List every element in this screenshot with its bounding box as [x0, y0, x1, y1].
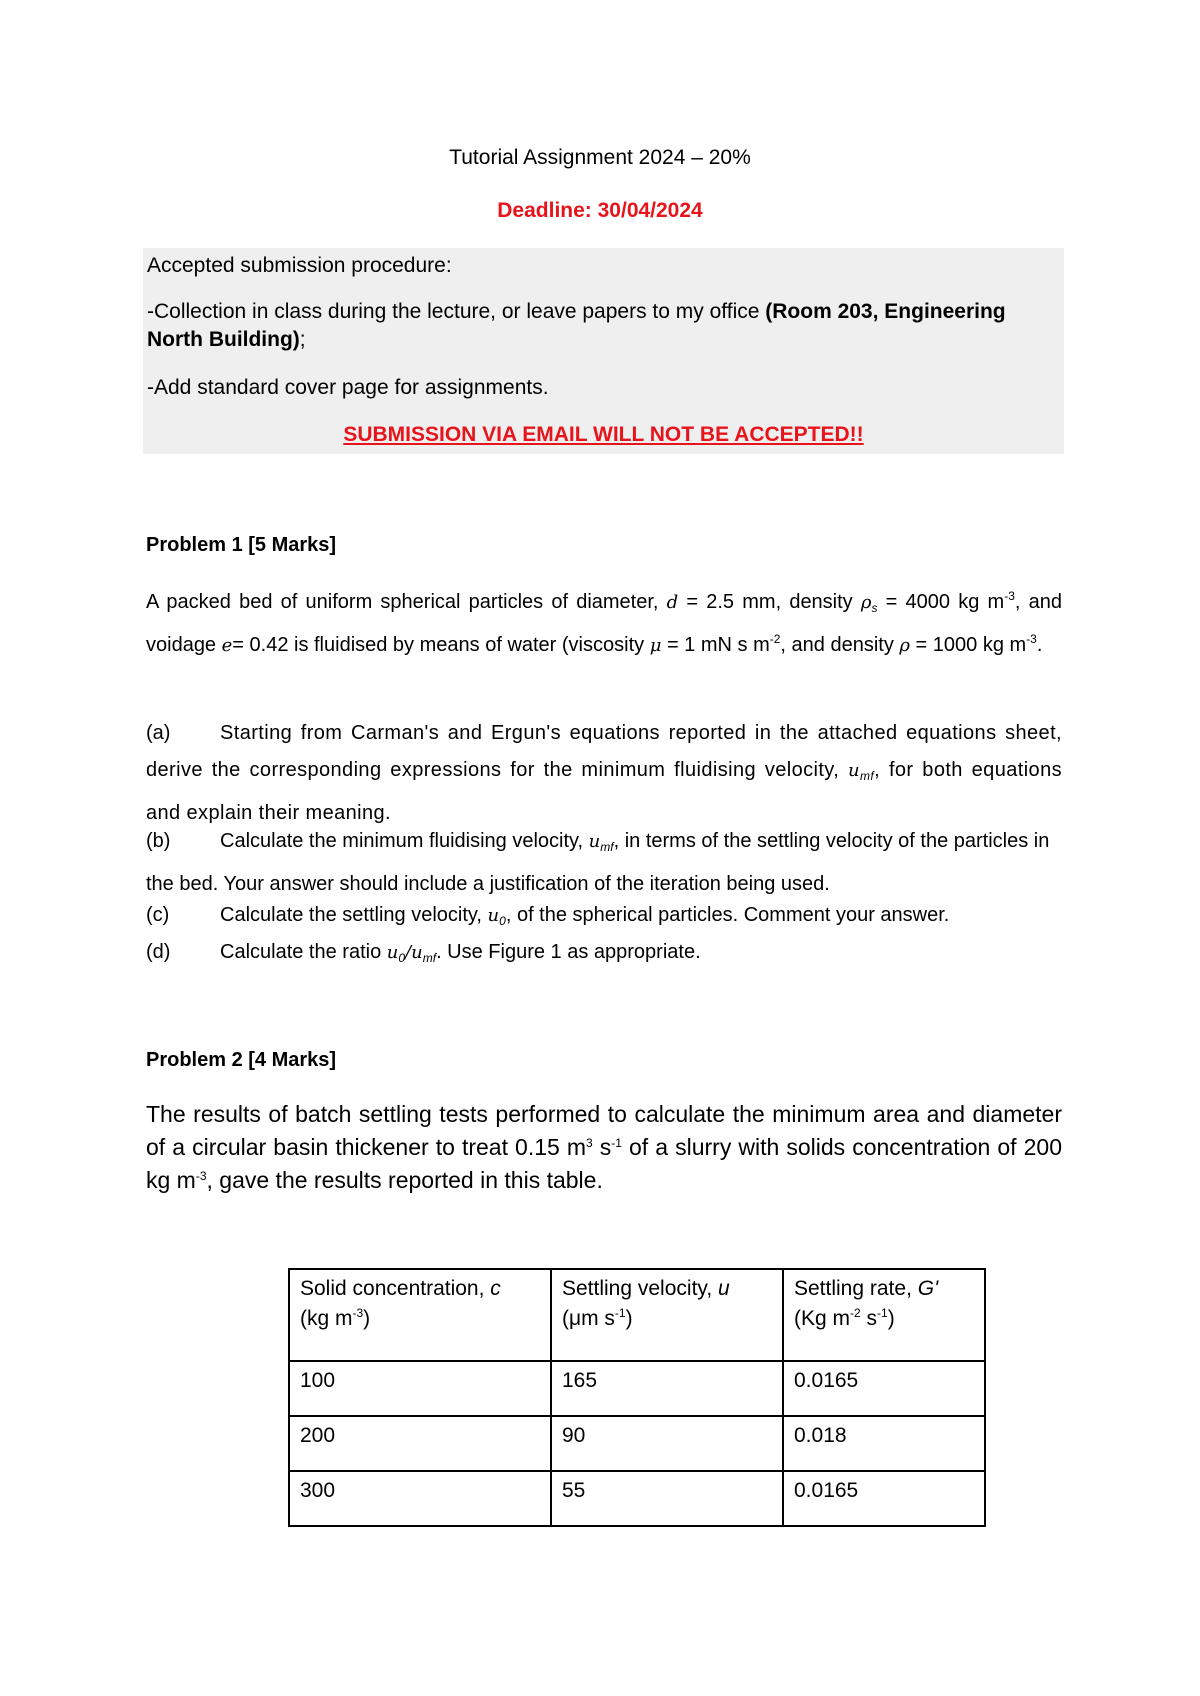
- header-text: Settling rate,: [794, 1277, 918, 1300]
- exponent: -2: [769, 632, 781, 646]
- part-text-run: Calculate the ratio: [220, 941, 387, 963]
- p1-intro-text: = 4000 kg m: [877, 591, 1005, 613]
- viscosity-symbol: μ: [649, 635, 662, 656]
- notice-warning: SUBMISSION VIA EMAIL WILL NOT BE ACCEPTED!!: [343, 423, 864, 446]
- problem2-text: [146, 1098, 1062, 1197]
- exponent: -1: [877, 1306, 888, 1320]
- exponent: -3: [195, 1169, 207, 1183]
- part-text-run: . Use Figure 1 as appropriate.: [436, 941, 701, 963]
- velocity-symbol: u: [386, 942, 399, 963]
- table-cell: 55: [551, 1471, 783, 1526]
- collection-room: (Room 203, Engineering North Building): [147, 300, 1006, 351]
- p1-intro-text: , and voidage: [146, 591, 1063, 656]
- p1-intro-text: = 1 mN s m: [661, 634, 770, 656]
- table-cell: 0.0165: [783, 1471, 985, 1526]
- part-text-run: Calculate the minimum fluidising velocity,: [220, 830, 589, 852]
- notice-collection: [147, 298, 1057, 354]
- rate-symbol: G': [917, 1277, 939, 1300]
- table-row: [289, 1416, 985, 1471]
- header-solid-concentration: [289, 1269, 551, 1361]
- unit-text: (Kg m: [794, 1307, 851, 1330]
- velocity-symbol: u: [718, 1277, 730, 1300]
- p2-text-run: of a slurry with solids concentration of 200 kg m: [146, 1134, 1062, 1193]
- part-label: (b): [146, 830, 171, 852]
- unit-text: ): [363, 1307, 371, 1330]
- header-settling-velocity: [551, 1269, 783, 1361]
- problem2-heading: Problem 2 [4 Marks]: [146, 1049, 337, 1071]
- exponent: -1: [611, 1136, 622, 1150]
- header-text: Settling velocity,: [562, 1277, 719, 1300]
- notice-intro: Accepted submission procedure:: [147, 254, 452, 277]
- unit-text: (kg m: [300, 1307, 353, 1330]
- table-row: [289, 1361, 985, 1416]
- velocity-symbol: u: [487, 905, 500, 926]
- subscript: mf: [422, 951, 437, 965]
- concentration-symbol: c: [490, 1277, 501, 1300]
- table-cell: 100: [289, 1361, 551, 1416]
- voidage-symbol: e: [221, 635, 233, 656]
- part-text-run: , in terms of the settling velocity of the particles in the bed. Your answer should include a justification of the iteration being used.: [146, 830, 1050, 895]
- unit-text: (μm s: [562, 1307, 615, 1330]
- subscript: 0: [398, 951, 406, 965]
- table-cell: 90: [551, 1416, 783, 1471]
- table-header-row: [289, 1269, 985, 1361]
- velocity-symbol: u: [588, 831, 601, 852]
- p1-intro-text: = 2.5 mm, density: [678, 591, 861, 613]
- table-cell: 200: [289, 1416, 551, 1471]
- unit-text: ): [887, 1307, 895, 1330]
- part-label: (a): [146, 722, 171, 744]
- subscript: mf: [600, 840, 614, 854]
- part-text-run: , for both equations and explain their meaning.: [146, 759, 1062, 824]
- velocity-symbol: u: [848, 760, 861, 781]
- particle-density-symbol: ρ: [860, 592, 872, 613]
- table-cell: 0.0165: [783, 1361, 985, 1416]
- deadline: Deadline: 30/04/2024: [497, 199, 703, 222]
- p2-text-run: s: [592, 1134, 612, 1160]
- part-text: [146, 715, 1062, 832]
- exponent: -2: [850, 1306, 861, 1320]
- collection-end: ;: [299, 328, 306, 351]
- table-cell: 165: [551, 1361, 783, 1416]
- part-label: (d): [146, 941, 171, 963]
- p1-intro-text: .: [1036, 634, 1043, 656]
- subscript: 0: [499, 914, 506, 928]
- part-text-run: , of the spherical particles. Comment your answer.: [505, 904, 950, 926]
- unit-text: s: [860, 1307, 878, 1330]
- p1-intro-text: , and density: [780, 634, 900, 656]
- fluid-density-symbol: ρ: [899, 635, 910, 656]
- p1-intro-text: = 0.42 is fluidised by means of water (viscosity: [232, 634, 650, 656]
- problem1-heading: Problem 1 [5 Marks]: [146, 534, 337, 556]
- p1-intro-text: = 1000 kg m: [909, 634, 1027, 656]
- ratio-slash: /: [405, 942, 412, 963]
- exponent: 3: [586, 1136, 593, 1150]
- settling-data-table: [288, 1268, 986, 1527]
- diameter-symbol: d: [666, 592, 679, 613]
- part-text-run: Starting from Carman's and Ergun's equations reported in the attached equations sheet, derive the corresponding expressions for the minimum fluidising velocity,: [146, 722, 1062, 781]
- part-text: [146, 823, 1062, 903]
- notice-cover-page: -Add standard cover page for assignments.: [147, 376, 549, 399]
- p2-text-run: , gave the results reported in this table.: [206, 1167, 603, 1193]
- exponent: -3: [1004, 589, 1015, 603]
- p2-text-run: The results of batch settling tests performed to calculate the minimum area and diameter of a circular basin thickener to treat 0.15 m: [146, 1101, 1062, 1160]
- page-title: Tutorial Assignment 2024 – 20%: [449, 146, 751, 169]
- header-text: Solid concentration,: [300, 1277, 491, 1300]
- subscript: mf: [860, 769, 875, 783]
- part-text: [220, 934, 1062, 977]
- table-row: [289, 1471, 985, 1526]
- velocity-symbol: u: [411, 942, 423, 963]
- table-cell: 0.018: [783, 1416, 985, 1471]
- submission-notice: [143, 248, 1064, 454]
- subscript: s: [871, 601, 878, 615]
- exponent: -3: [1026, 632, 1037, 646]
- header-settling-rate: [783, 1269, 985, 1361]
- exponent: -1: [614, 1306, 626, 1320]
- p1-intro-text: A packed bed of uniform spherical particles of diameter,: [146, 591, 667, 613]
- part-text-run: Calculate the settling velocity,: [220, 904, 488, 926]
- unit-text: ): [625, 1307, 633, 1330]
- exponent: -3: [352, 1306, 364, 1320]
- collection-text: -Collection in class during the lecture, or leave papers to my office: [147, 300, 766, 323]
- part-label: (c): [146, 904, 170, 926]
- problem1-intro: [146, 584, 1062, 664]
- table-cell: 300: [289, 1471, 551, 1526]
